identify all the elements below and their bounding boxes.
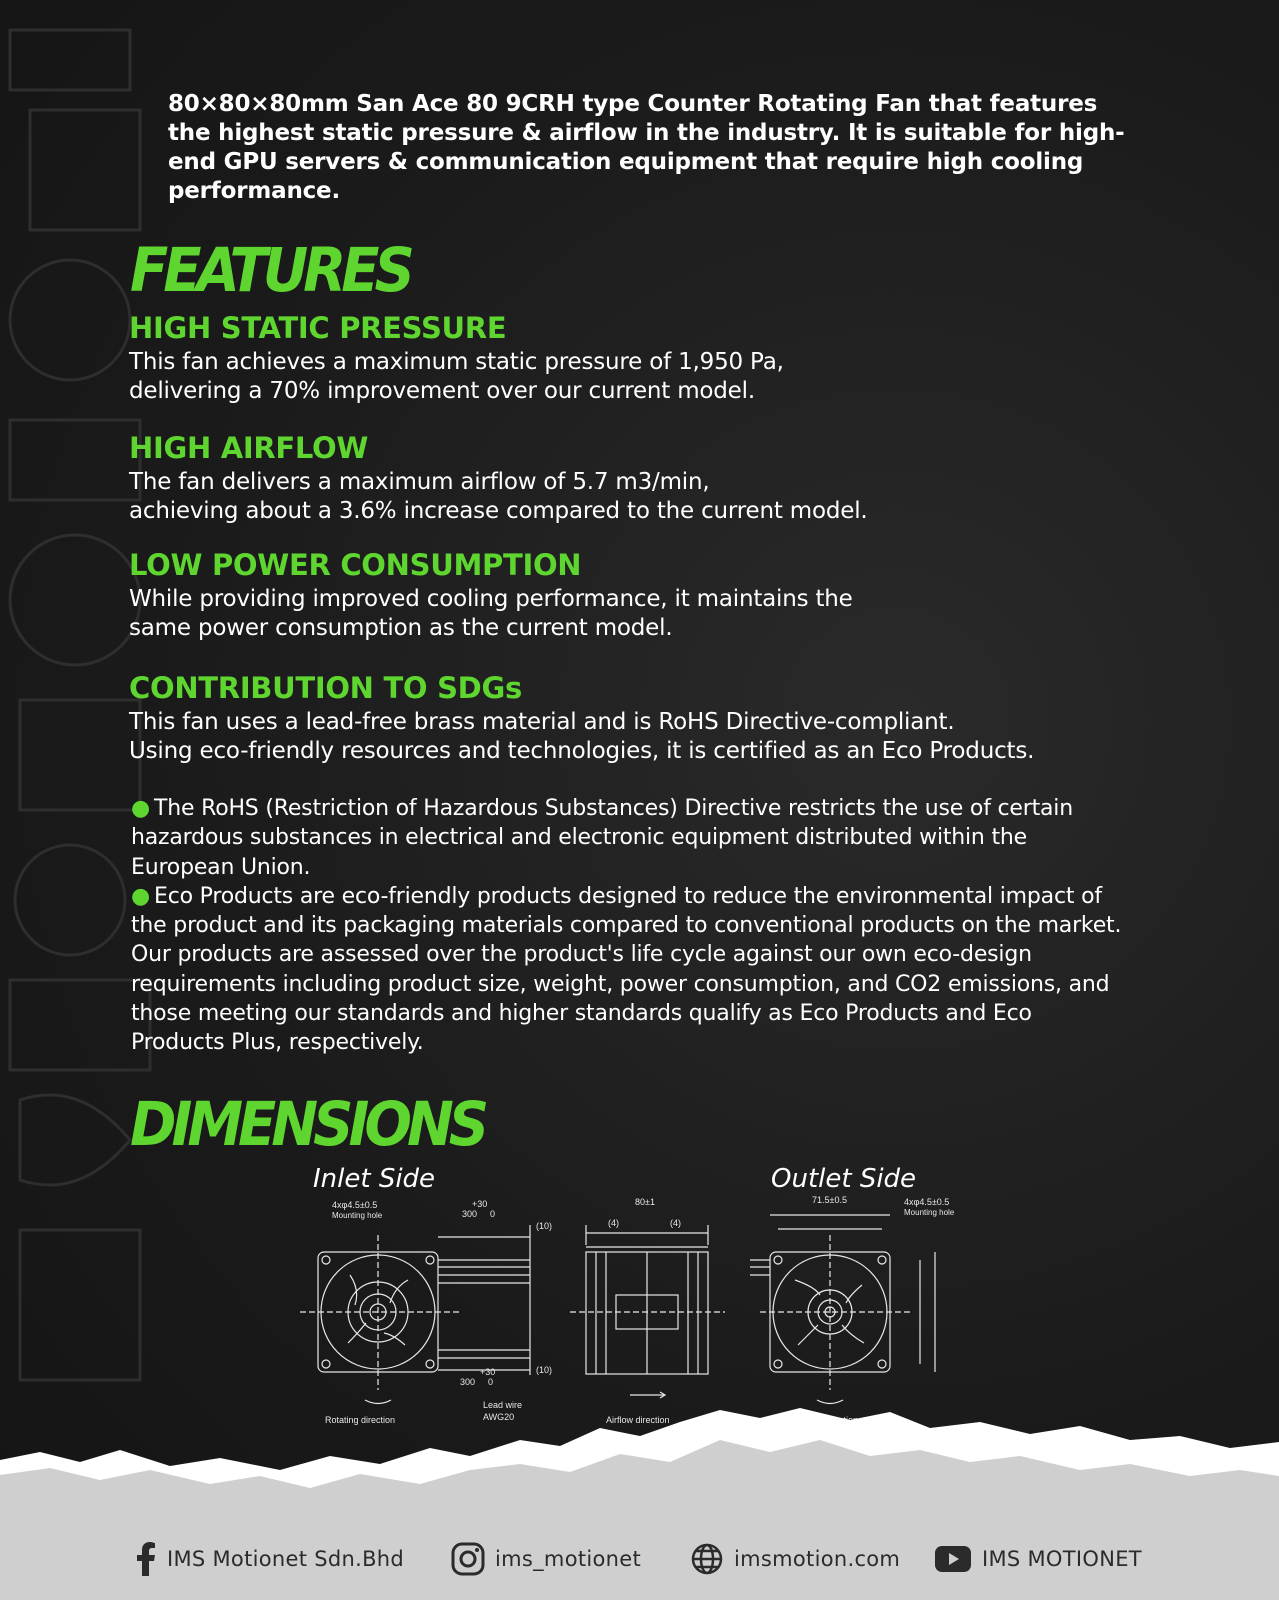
inlet-mounting-hole-label: Mounting hole	[332, 1211, 383, 1220]
dimensions-title: DIMENSIONS	[130, 1090, 485, 1161]
wire-tolerance-bottom: +30	[480, 1367, 496, 1377]
dim-10-top: (10)	[536, 1221, 553, 1231]
instagram-label: ims_motionet	[495, 1547, 642, 1571]
outlet-fan-drawing	[750, 1215, 935, 1404]
intro-paragraph: 80×80×80mm San Ace 80 9CRH type Counter Rotating Fan that features the highest static pressure & airflow in the industry. It is suitable for high-end GPU servers & communication equipment that require high cooling performance.	[168, 91, 1125, 204]
youtube-icon	[934, 1545, 972, 1573]
feature-text-line: delivering a 70% improvement over our current model.	[129, 378, 755, 404]
bullet-dot-icon: ●	[131, 883, 150, 909]
facebook-icon	[135, 1542, 157, 1576]
feature-text-line: The fan delivers a maximum airflow of 5.7 m3/min,	[129, 469, 710, 495]
wire-length-bottom: 300	[460, 1377, 476, 1387]
feature-text-line: While providing improved cooling performance, it maintains the	[129, 586, 853, 612]
feature-airflow	[129, 430, 1159, 526]
instagram-icon	[451, 1542, 485, 1576]
website-label: imsmotion.com	[734, 1547, 901, 1571]
feature-title: HIGH STATIC PRESSURE	[129, 311, 507, 345]
dim-10-bottom: (10)	[536, 1365, 553, 1375]
instagram-link[interactable]	[451, 1538, 641, 1580]
youtube-link[interactable]	[934, 1538, 1142, 1580]
wire-tolerance-zero-top: 0	[490, 1209, 496, 1219]
side-gap-right-label: (4)	[670, 1218, 681, 1228]
lead-wire-label: Lead wire	[483, 1400, 523, 1410]
airflow-direction-label: Airflow direction	[606, 1415, 670, 1425]
bullet-dot-icon: ●	[131, 796, 150, 821]
bullet-item: ● The RoHS (Restriction of Hazardous Substances) Directive restricts the use of certain hazardous substances in electrical and electronic equipment distributed within the European Union.	[131, 796, 1073, 880]
feature-static-pressure	[129, 310, 1159, 406]
inlet-side-label: Inlet Side	[313, 1164, 436, 1194]
facebook-link[interactable]	[135, 1538, 404, 1580]
wire-tolerance-zero-bottom: 0	[488, 1377, 494, 1387]
feature-text-line: same power consumption as the current model.	[129, 615, 673, 641]
outlet-mounting-hole-label: Mounting hole	[904, 1208, 955, 1217]
side-width-label: 80±1	[635, 1197, 655, 1207]
feature-text-line: This fan achieves a maximum static pressure of 1,950 Pa,	[129, 349, 784, 375]
inlet-fan-drawing	[300, 1225, 530, 1404]
facebook-label: IMS Motionet Sdn.Bhd	[167, 1547, 405, 1571]
features-title: FEATURES	[130, 236, 410, 307]
dimension-drawing	[290, 1195, 990, 1425]
feature-text-line: Using eco-friendly resources and technologies, it is certified as an Eco Products.	[129, 738, 1035, 764]
feature-text-line: This fan uses a lead-free brass material and is RoHS Directive-compliant.	[129, 709, 955, 735]
outlet-hole-pitch-label: 71.5±0.5	[812, 1195, 847, 1205]
wire-length-top: 300	[462, 1209, 478, 1219]
outlet-side-label: Outlet Side	[771, 1164, 917, 1194]
awg-label: AWG20	[483, 1412, 515, 1422]
inlet-rotating-direction-label: Rotating direction	[325, 1415, 396, 1425]
wire-tolerance-top: +30	[472, 1199, 488, 1209]
feature-title: CONTRIBUTION TO SDGs	[129, 671, 522, 705]
globe-icon	[690, 1542, 724, 1576]
bullet-list	[131, 794, 1131, 1058]
website-link[interactable]	[690, 1538, 900, 1580]
bullet-item: ● Eco Products are eco-friendly products designed to reduce the environmental impact of the product and its packaging materials compared to conventional products on the market. Our products are assessed over the product's life cycle against our own eco-design requirements including product size, weight, power consumption, and CO2 emissions, and those meeting our standards and higher standards qualify as Eco Products and Eco Products Plus, respectively.	[131, 883, 1122, 1056]
outlet-mount-hole-label: 4xφ4.5±0.5	[904, 1197, 950, 1207]
side-gap-left-label: (4)	[608, 1218, 619, 1228]
feature-title: HIGH AIRFLOW	[129, 431, 369, 465]
feature-text-line: achieving about a 3.6% increase compared to the current model.	[129, 498, 868, 524]
feature-title: LOW POWER CONSUMPTION	[129, 548, 582, 582]
side-view-drawing	[570, 1225, 725, 1398]
feature-sdgs	[129, 670, 1159, 766]
inlet-mount-hole-label: 4xφ4.5±0.5	[332, 1200, 378, 1210]
youtube-label: IMS MOTIONET	[982, 1547, 1142, 1571]
feature-power	[129, 547, 1159, 643]
